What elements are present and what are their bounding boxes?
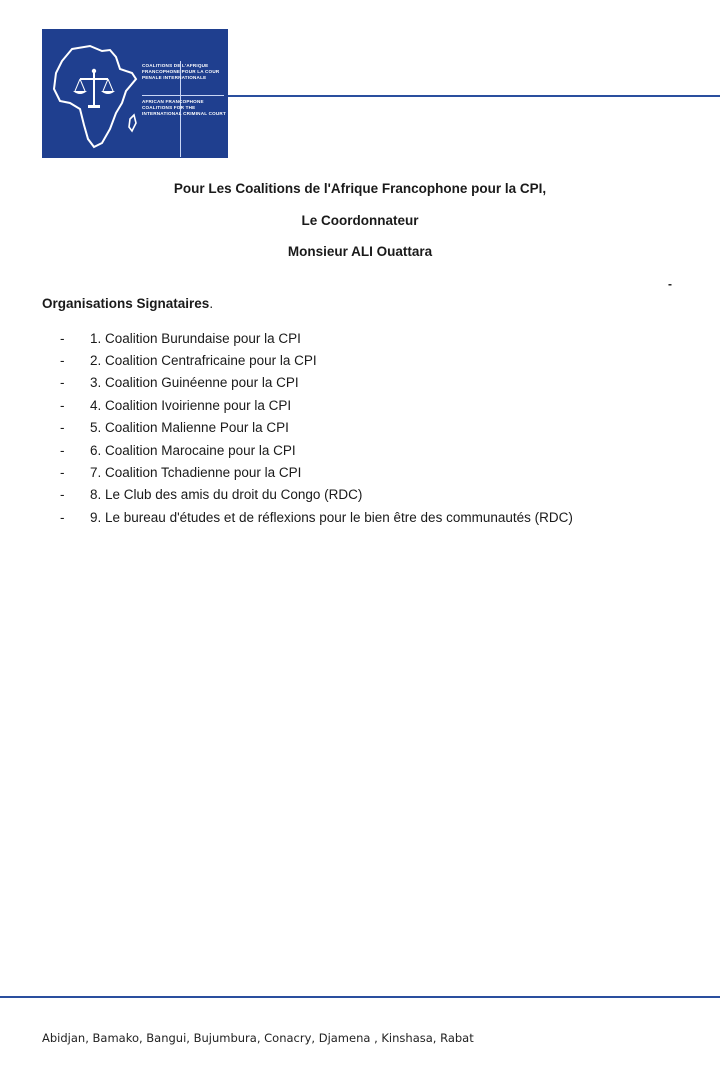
list-item: [60, 349, 573, 371]
list-bullet: -: [60, 487, 65, 503]
list-item: [60, 484, 573, 506]
list-item: [60, 417, 573, 439]
header-rule: [228, 95, 720, 97]
signature-line-1: Pour Les Coalitions de l'Afrique Francophone pour la CPI,: [173, 181, 547, 196]
list-bullet: -: [60, 330, 65, 346]
list-item: [60, 372, 573, 394]
footer-cities: Abidjan, Bamako, Bangui, Bujumbura, Conacry, Djamena , Kinshasa, Rabat: [42, 1031, 474, 1045]
list-bullet: -: [60, 465, 65, 481]
list-item-text: 5. Coalition Malienne Pour la CPI: [90, 420, 289, 436]
logo-divider-horizontal: [142, 95, 224, 96]
list-bullet: -: [60, 375, 65, 391]
logo-text-english: AFRICAN FRANCOPHONE COALITIONS FOR THE INTERNATIONAL CRIMINAL COURT: [142, 99, 226, 116]
list-item: [60, 461, 573, 483]
organisations-heading: [42, 296, 213, 311]
logo-text-french: COALITIONS DE L'AFRIQUE FRANCOPHONE POUR LA COUR PENALE INTERNATIONALE: [142, 63, 220, 80]
stray-mark: -: [668, 277, 672, 291]
list-item-text: 9. Le bureau d'études et de réflexions pour le bien être des communautés (RDC): [90, 509, 573, 525]
list-bullet: -: [60, 420, 65, 436]
coalition-logo: [42, 29, 228, 158]
list-bullet: -: [60, 397, 65, 413]
list-item-text: 6. Coalition Marocaine pour la CPI: [90, 442, 296, 458]
list-item: [60, 506, 573, 528]
list-item-text: 7. Coalition Tchadienne pour la CPI: [90, 465, 302, 481]
list-item: [60, 439, 573, 461]
list-bullet: -: [60, 353, 65, 369]
list-item-text: 8. Le Club des amis du droit du Congo (RDC): [90, 487, 363, 503]
list-item: [60, 394, 573, 416]
list-bullet: -: [60, 442, 65, 458]
organisations-heading-period: .: [209, 296, 214, 311]
signature-line-2: Le Coordonnateur: [301, 213, 419, 228]
list-item-text: 4. Coalition Ivoirienne pour la CPI: [90, 397, 292, 413]
list-item-text: 1. Coalition Burundaise pour la CPI: [90, 330, 301, 346]
footer-rule: [0, 996, 720, 998]
organisations-list: [60, 327, 573, 529]
list-item-text: 2. Coalition Centrafricaine pour la CPI: [90, 353, 317, 369]
list-item: [60, 327, 573, 349]
signature-line-3: Monsieur ALI Ouattara: [287, 244, 433, 259]
list-item-text: 3. Coalition Guinéenne pour la CPI: [90, 375, 299, 391]
africa-scales-of-justice-icon: [50, 43, 142, 151]
list-bullet: -: [60, 509, 65, 525]
organisations-heading-text: Organisations Signataires: [42, 296, 210, 311]
